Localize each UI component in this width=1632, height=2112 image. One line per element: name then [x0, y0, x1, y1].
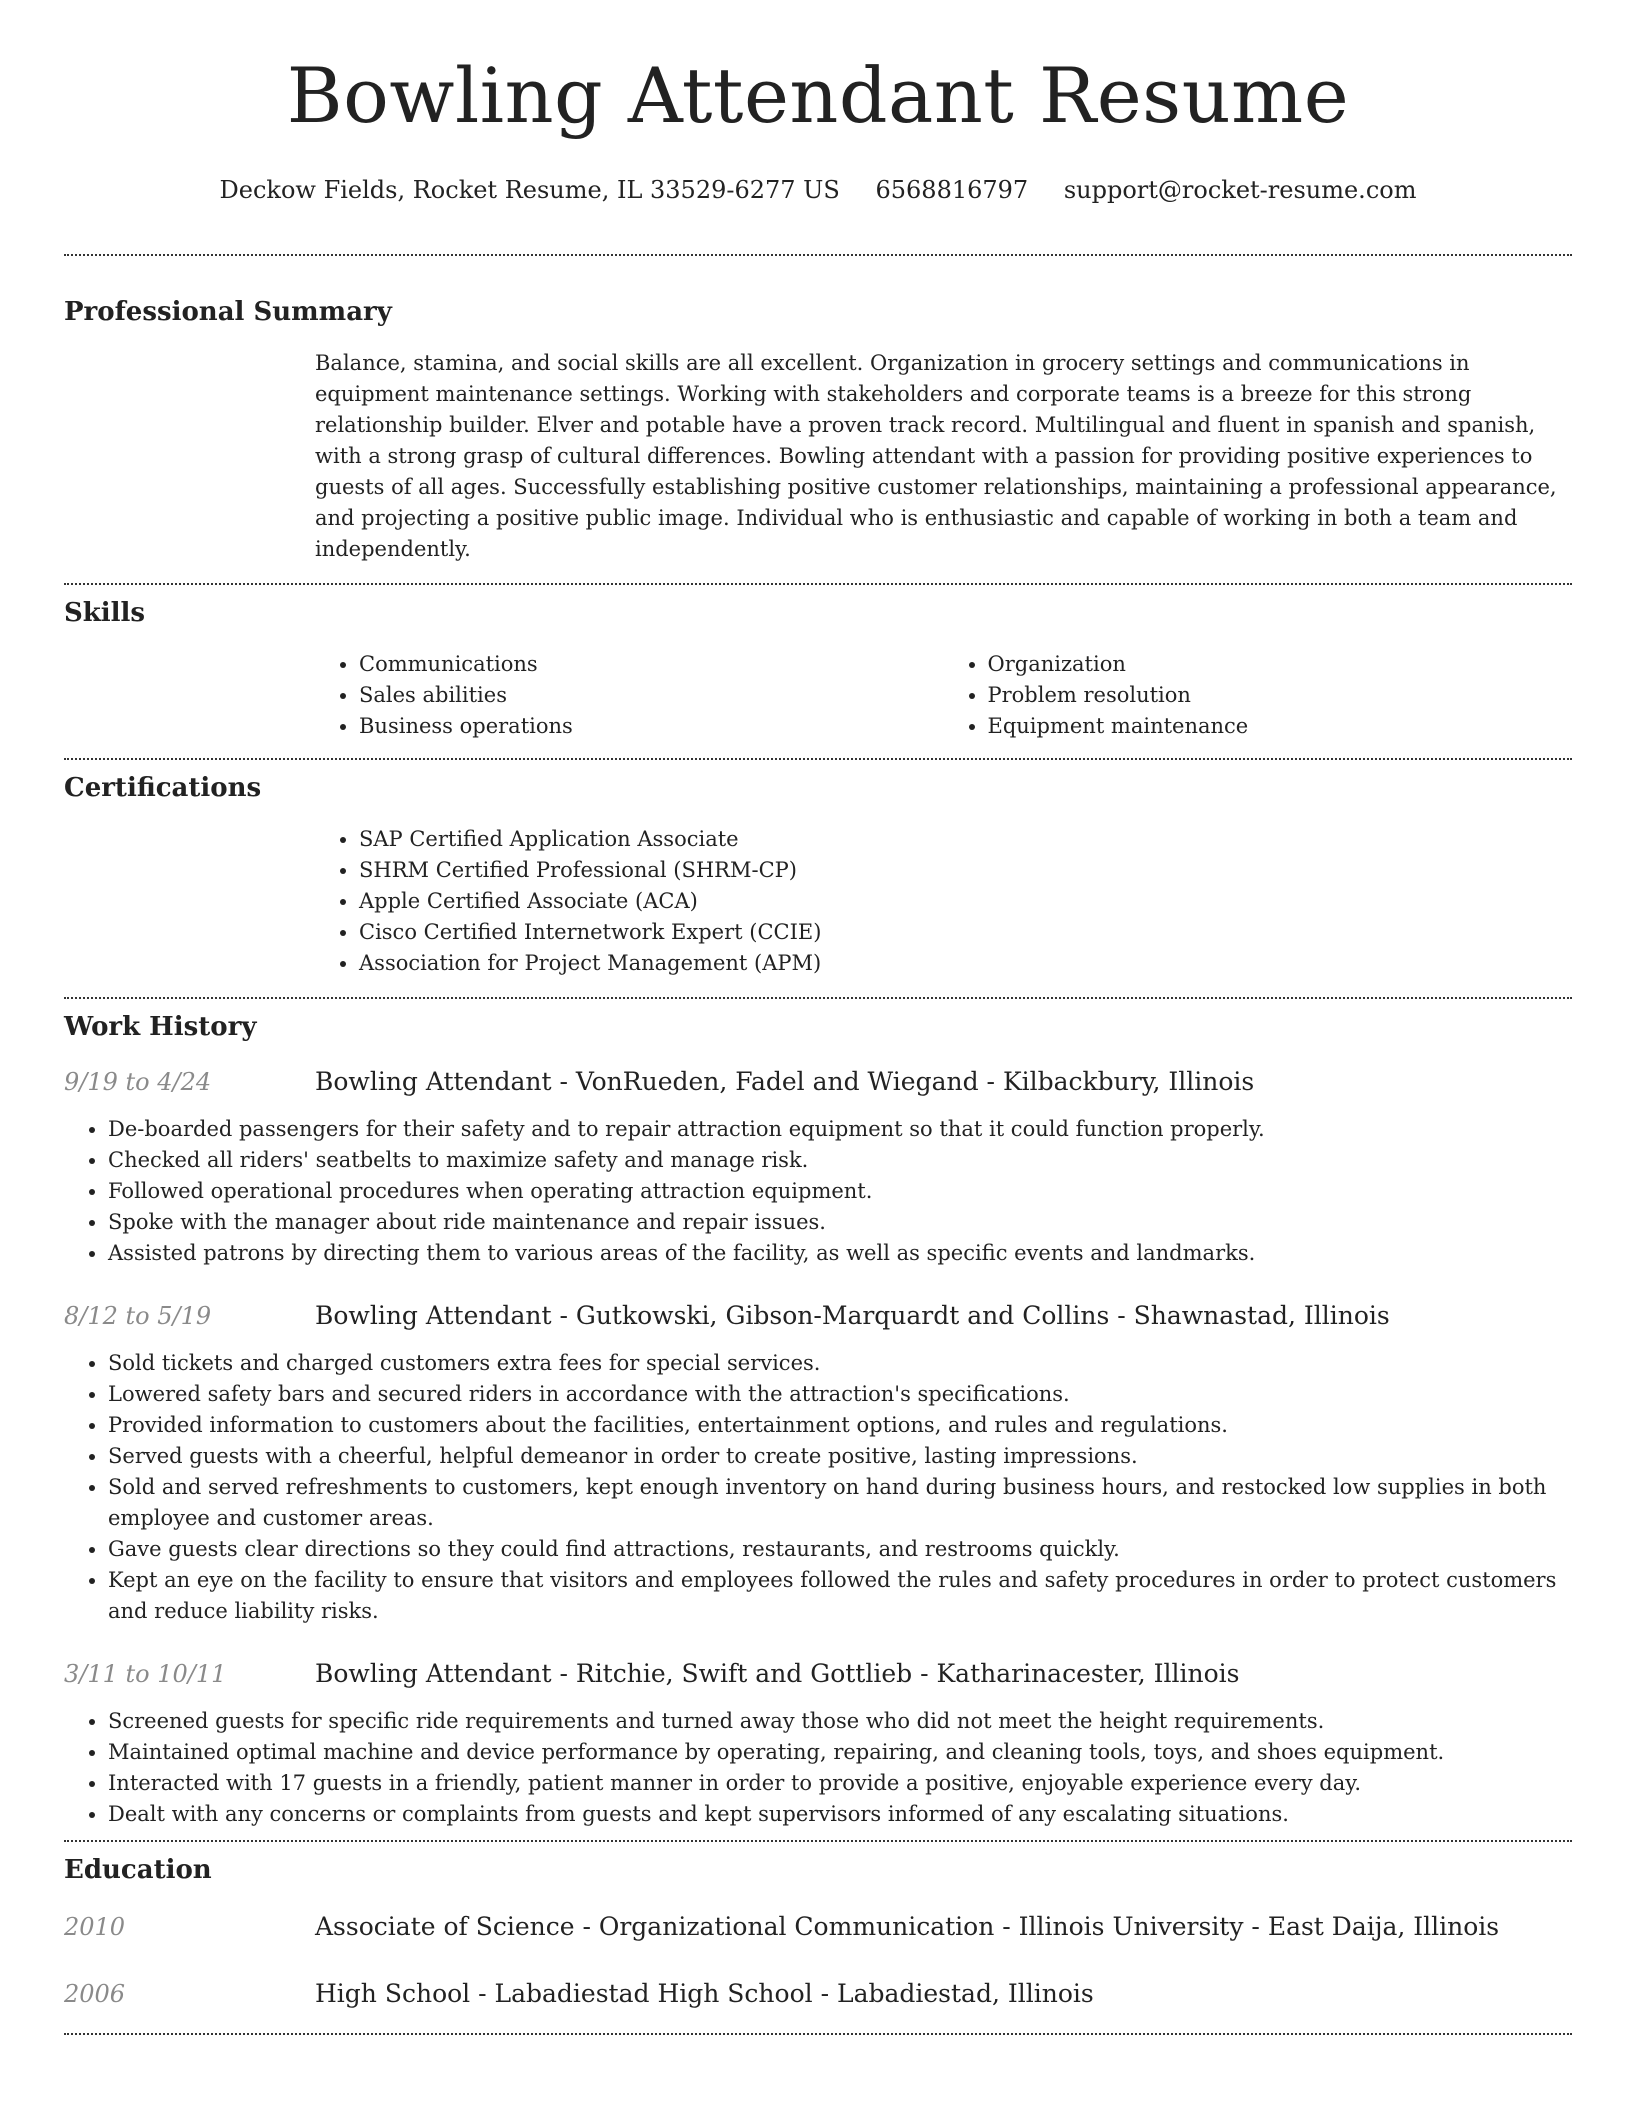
job-bullet: • Followed operational procedures when operating attraction equipment. — [108, 1176, 1572, 1207]
certifications-content — [315, 824, 1572, 979]
job-bullet: • Sold tickets and charged customers extra fees for special services. — [108, 1348, 1572, 1379]
job-bullet: • Checked all riders' seatbelts to maximize safety and manage risk. — [108, 1145, 1572, 1176]
section-heading-work-history: Work History — [64, 1012, 257, 1042]
job-header — [64, 1657, 1572, 1691]
job-bullet: • Lowered safety bars and secured riders in accordance with the attraction's specifications. — [108, 1379, 1572, 1410]
education-title: High School - Labadiestad High School - Labadiestad, Illinois — [315, 1979, 1094, 2008]
job-dates: 8/12 to 5/19 — [64, 1302, 212, 1330]
education-section — [64, 1842, 1572, 2011]
education-year: 2010 — [64, 1913, 126, 1941]
job-header — [64, 1299, 1572, 1333]
job-entry — [64, 1657, 1572, 1830]
resume-title: Bowling Attendant Resume — [286, 51, 1350, 140]
skill-item: • Organization — [988, 649, 1573, 680]
job-bullet: • De-boarded passengers for their safety and to repair attraction equipment so that it could function properly. — [108, 1114, 1572, 1145]
skills-section — [64, 585, 1572, 742]
education-entry — [64, 1977, 1572, 2011]
section-heading-education: Education — [64, 1855, 212, 1885]
skill-item: • Equipment maintenance — [988, 711, 1573, 742]
job-bullet: • Assisted patrons by directing them to various areas of the facility, as well as specific events and landmarks. — [108, 1238, 1572, 1269]
job-dates: 3/11 to 10/11 — [64, 1660, 227, 1688]
certification-item: • Association for Project Management (APM) — [359, 948, 1572, 979]
summary-section — [64, 256, 1572, 565]
job-bullet: • Provided information to customers about the facilities, entertainment options, and rules and regulations. — [108, 1410, 1572, 1441]
job-entry — [64, 1299, 1572, 1627]
education-title: Associate of Science - Organizational Communication - Illinois University - East Daija, Illinois — [315, 1912, 1500, 1941]
section-heading-certifications: Certifications — [64, 773, 262, 803]
skill-item: • Problem resolution — [988, 680, 1573, 711]
job-bullets — [64, 1348, 1572, 1627]
certification-item: • SHRM Certified Professional (SHRM-CP) — [359, 855, 1572, 886]
section-heading-skills: Skills — [64, 598, 146, 628]
job-bullet: • Spoke with the manager about ride maintenance and repair issues. — [108, 1207, 1572, 1238]
contact-address: Deckow Fields, Rocket Resume, IL 33529-6277 US — [219, 176, 840, 204]
certifications-list — [315, 824, 1572, 979]
job-bullets — [64, 1114, 1572, 1269]
job-dates: 9/19 to 4/24 — [64, 1068, 212, 1096]
job-bullet: • Served guests with a cheerful, helpful demeanor in order to create positive, lasting impressions. — [108, 1441, 1572, 1472]
job-title: Bowling Attendant - Ritchie, Swift and Gottlieb - Katharinacester, Illinois — [315, 1659, 1240, 1688]
skill-item: • Communications — [359, 649, 944, 680]
work-history-section — [64, 999, 1572, 1830]
job-title: Bowling Attendant - Gutkowski, Gibson-Marquardt and Collins - Shawnastad, Illinois — [315, 1301, 1390, 1330]
skill-item: • Business operations — [359, 711, 944, 742]
skills-content — [315, 649, 1572, 742]
job-bullets — [64, 1706, 1572, 1830]
job-bullet: • Interacted with 17 guests in a friendly, patient manner in order to provide a positive, enjoyable experience every day. — [108, 1768, 1572, 1799]
summary-content — [315, 348, 1572, 565]
resume-page — [64, 0, 1572, 2035]
certifications-section — [64, 760, 1572, 979]
contact-phone: 6568816797 — [875, 176, 1029, 204]
summary-text: Balance, stamina, and social skills are all excellent. Organization in grocery settings and communications in equipment maintenance settings. Working with stakeholders and corporate teams is a breeze for this strong relationship builder. Elver and potable have a proven track record. Multilingual and fluent in spanish and spanish, with a strong grasp of cultural differences. Bowling attendant with a passion for providing positive experiences to guests of all ages. Successfully establishing positive customer relationships, maintaining a professional appearance, and projecting a positive public image. Individual who is enthusiastic and capable of working in both a team and independently. — [315, 351, 1557, 561]
job-bullet: • Dealt with any concerns or complaints from guests and kept supervisors informed of any escalating situations. — [108, 1799, 1572, 1830]
job-bullet: • Screened guests for specific ride requirements and turned away those who did not meet the height requirements. — [108, 1706, 1572, 1737]
skill-item: • Sales abilities — [359, 680, 944, 711]
job-header — [64, 1065, 1572, 1099]
divider — [64, 2033, 1572, 2035]
certification-item: • Apple Certified Associate (ACA) — [359, 886, 1572, 917]
job-bullet: • Kept an eye on the facility to ensure that visitors and employees followed the rules and safety procedures in order to protect customers and reduce liability risks. — [108, 1565, 1572, 1627]
job-title: Bowling Attendant - VonRueden, Fadel and Wiegand - Kilbackbury, Illinois — [315, 1067, 1255, 1096]
job-entry — [64, 1065, 1572, 1269]
education-year: 2006 — [64, 1980, 126, 2008]
contact-line — [64, 174, 1572, 206]
job-bullet: • Maintained optimal machine and device performance by operating, repairing, and cleaning tools, toys, and shoes equipment. — [108, 1737, 1572, 1768]
certification-item: • Cisco Certified Internetwork Expert (CCIE) — [359, 917, 1572, 948]
skills-list-right — [944, 649, 1573, 742]
job-bullet: • Gave guests clear directions so they could find attractions, restaurants, and restrooms quickly. — [108, 1534, 1572, 1565]
contact-email: support@rocket-resume.com — [1063, 176, 1417, 204]
certification-item: • SAP Certified Application Associate — [359, 824, 1572, 855]
job-bullet: • Sold and served refreshments to customers, kept enough inventory on hand during business hours, and restocked low supplies in both employee and customer areas. — [108, 1472, 1572, 1534]
education-entry — [64, 1910, 1572, 1944]
section-heading-summary: Professional Summary — [64, 297, 392, 327]
skills-list-left — [315, 649, 944, 742]
